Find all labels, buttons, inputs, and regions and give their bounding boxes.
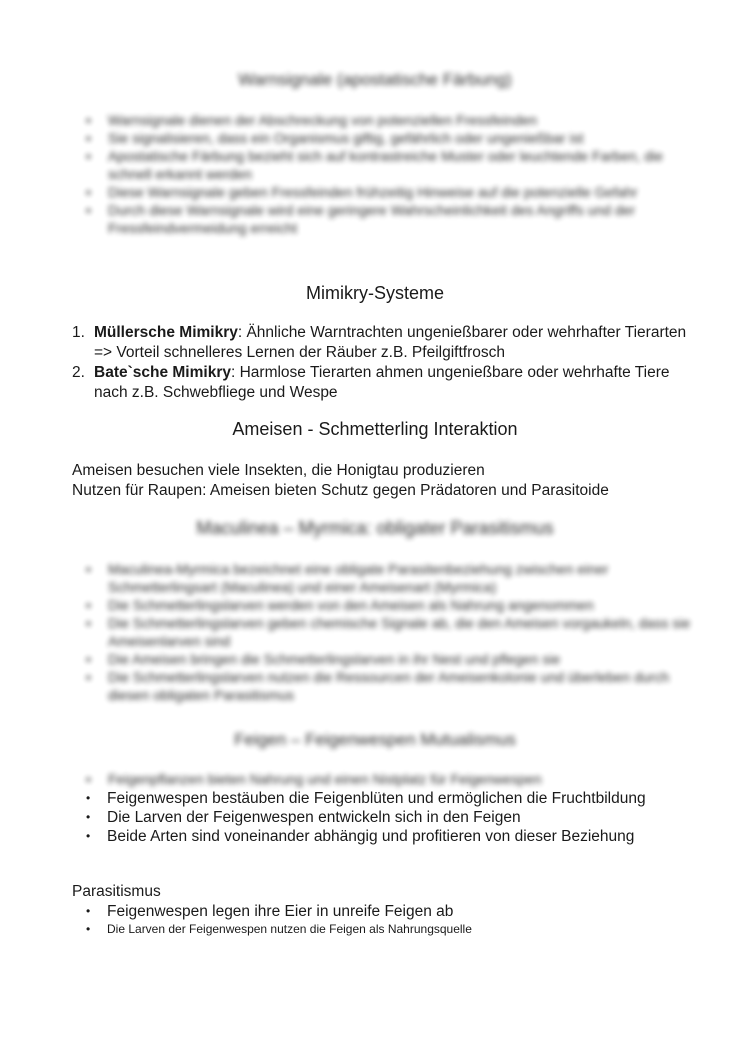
list-item: • Durch diese Warnsignale wird eine geringere Wahrscheinlichkeit des Angriffs und der Fressfeindvermeidung erreicht [86, 201, 696, 237]
parasitismus-title: Parasitismus [72, 883, 161, 900]
list-item: • Feigenwespen legen ihre Eier in unreife Feigen ab [86, 902, 686, 921]
list-item: • Feigenwespen bestäuben die Feigenblüten und ermöglichen die Fruchtbildung [86, 789, 686, 808]
maculinea-list [86, 560, 696, 704]
term: Müllersche Mimikry [94, 324, 238, 341]
list-item [72, 323, 692, 363]
feigen-title: Feigen – Feigenwespen Mutualismus [234, 730, 516, 749]
definition: : Harmlose Tierarten ahmen ungenießbare oder wehrhafte Tiere nach z.B. Schwebfliege und Wespe [94, 364, 670, 401]
parasitismus-list [86, 902, 686, 921]
feigen-list [86, 789, 686, 846]
list-item: • Beide Arten sind voneinander abhängig und profitieren von dieser Beziehung [86, 827, 686, 846]
list-item: • Feigenpflanzen bieten Nahrung und einen Nistplatz für Feigenwespen [86, 770, 696, 788]
term: Bate`sche Mimikry [94, 364, 231, 381]
list-item: • Apostatische Färbung bezieht sich auf kontrastreiche Muster oder leuchtende Farben, die schnell erkannt werden [86, 147, 696, 183]
mimikry-title: Mimikry-Systeme [306, 283, 444, 303]
list-item: • Warnsignale dienen der Abschreckung von potenziellen Fressfeinden [86, 111, 696, 129]
list-number: 2. [72, 364, 85, 381]
ameisen-text [72, 461, 712, 501]
maculinea-title: Maculinea – Myrmica: obligater Parasitismus [196, 518, 554, 538]
list-item: • Die Schmetterlingslarven geben chemische Signale ab, die den Ameisen vorgaukeln, dass sie Ameisenlarven sind [86, 614, 696, 650]
definition: : Ähnliche Warntrachten ungenießbarer oder wehrhafter Tierarten => Vorteil schnelleres Lernen der Räuber z.B. Pfeilgiftfrosch [94, 324, 687, 361]
mimikry-list [72, 323, 692, 403]
parasitismus-small-list [86, 921, 686, 937]
list-item: • Die Ameisen bringen die Schmetterlingslarven in ihr Nest und pflegen sie [86, 650, 696, 668]
list-number: 1. [72, 324, 85, 341]
list-item: • Die Larven der Feigenwespen entwickeln sich in den Feigen [86, 808, 686, 827]
ameisen-title: Ameisen - Schmetterling Interaktion [232, 419, 518, 439]
list-item: • Sie signalisieren, dass ein Organismus giftig, gefährlich oder ungenießbar ist [86, 129, 696, 147]
text-line: Ameisen besuchen viele Insekten, die Honigtau produzieren [72, 462, 485, 479]
list-item: • Diese Warnsignale geben Fressfeinden frühzeitig Hinweise auf die potenzielle Gefahr [86, 183, 696, 201]
warnsignale-title: Warnsignale (apostatische Färbung) [238, 70, 512, 89]
list-item [72, 363, 692, 403]
list-item: • Die Schmetterlingslarven werden von den Ameisen als Nahrung angenommen [86, 596, 696, 614]
list-item: • Die Larven der Feigenwespen nutzen die Feigen als Nahrungsquelle [86, 921, 686, 937]
feigen-blurred-list [86, 770, 696, 788]
list-item: • Maculinea-Myrmica bezeichnet eine obligate Parasitenbeziehung zwischen einer Schmetterlingsart (Maculinea) und einer Ameisenart (Myrmica) [86, 560, 696, 596]
warnsignale-list [86, 111, 696, 237]
text-line: Nutzen für Raupen: Ameisen bieten Schutz gegen Prädatoren und Parasitoide [72, 482, 609, 499]
list-item: • Die Schmetterlingslarven nutzen die Ressourcen der Ameisenkolonie und überleben durch diesen obligaten Parasitismus [86, 668, 696, 704]
